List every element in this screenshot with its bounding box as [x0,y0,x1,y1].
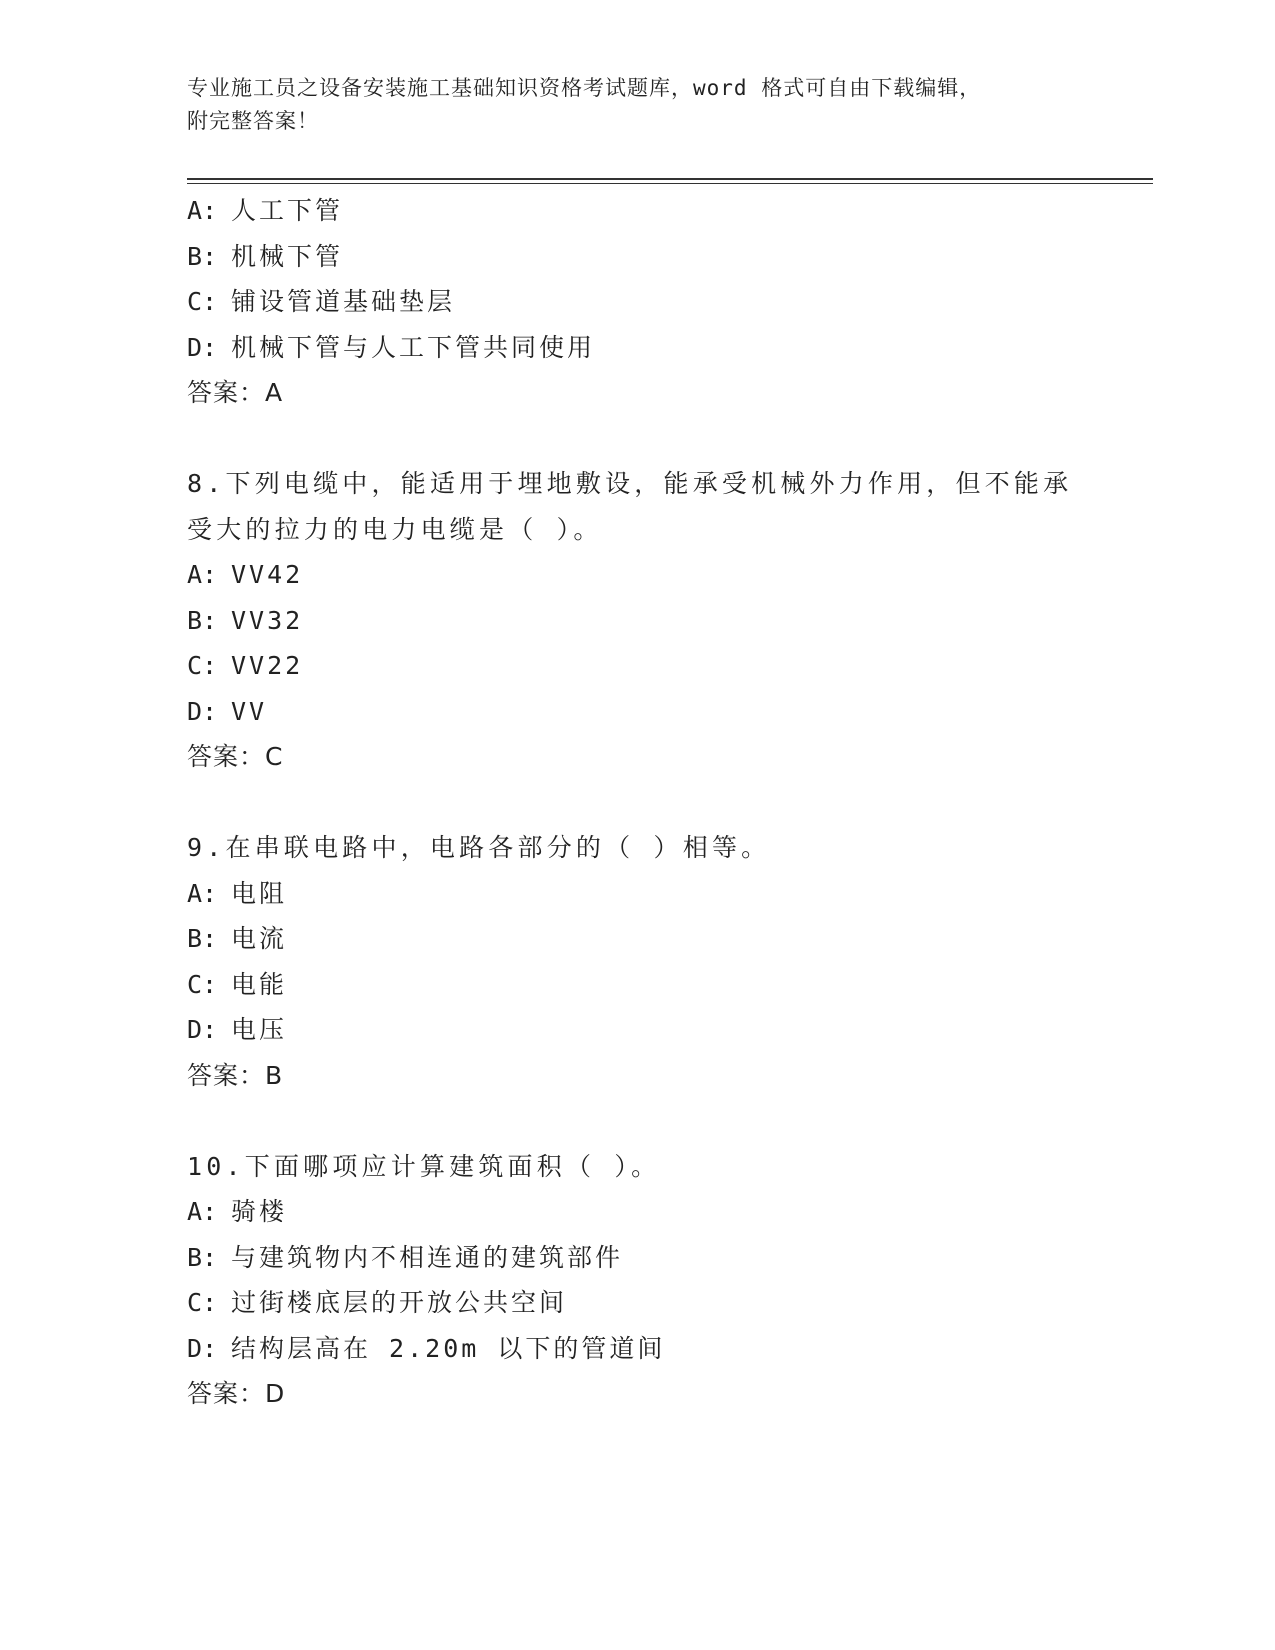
answer-label: 答案：B [187,1060,284,1090]
option-text: 电流 [231,924,288,953]
option-text: 过街楼底层的开放公共空间 [231,1288,568,1317]
header-divider-thin [187,183,1153,184]
question-stem-line: 10.下面哪项应计算建筑面积（ ）。 [187,1151,661,1181]
option-letter: D: [187,332,218,362]
option-text: 机械下管 [231,241,344,271]
option-c [187,1280,1147,1326]
option-text: 电阻 [231,878,288,908]
option-a [187,552,1147,598]
option-text: 电压 [231,1015,288,1044]
option-a [187,871,1147,917]
option-letter: B: [187,605,218,635]
document-header [187,72,1087,138]
option-letter: D: [187,1333,218,1363]
option-letter: C: [187,969,218,999]
option-text: VV22 [231,651,304,680]
option-text: 结构层高在 2.20m 以下的管道间 [231,1333,666,1363]
option-c [187,962,1147,1008]
option-text: VV32 [231,605,304,635]
option-letter: B: [187,1242,218,1272]
option-letter: C: [187,287,218,316]
option-b [187,598,1147,644]
spacer [187,416,1147,462]
answer-label: 答案：A [187,378,284,407]
option-text: 机械下管与人工下管共同使用 [231,332,596,362]
option-letter: B: [187,924,218,953]
option-text: 骑楼 [231,1197,288,1226]
header-divider-thick [187,178,1153,180]
option-text: 与建筑物内不相连通的建筑部件 [231,1242,624,1272]
header-line-2: 附完整答案！ [187,109,319,133]
option-d [187,1326,1147,1372]
option-b [187,916,1147,962]
option-text: 电能 [231,969,288,999]
question-stem-line: 8.下列电缆中，能适用于埋地敷设，能承受机械外力作用，但不能承 [187,469,1073,498]
option-c [187,279,1147,325]
answer-label: 答案：C [187,742,284,771]
option-letter: C: [187,651,218,680]
option-text: 铺设管道基础垫层 [231,287,456,316]
question-stem-line: 受大的拉力的电力电缆是（ ）。 [187,514,603,544]
option-letter: A: [187,560,218,589]
question-9 [187,825,1147,1098]
option-a [187,188,1147,234]
question-7 [187,188,1147,416]
spacer [187,1098,1147,1144]
question-10 [187,1144,1147,1417]
option-letter: A: [187,1197,218,1226]
option-d [187,689,1147,735]
option-c [187,643,1147,689]
option-letter: D: [187,1015,218,1044]
option-b [187,234,1147,280]
option-text: VV [231,696,268,726]
option-letter: B: [187,241,218,271]
option-text: VV42 [231,560,304,589]
option-letter: A: [187,878,218,908]
answer-label: 答案：D [187,1379,286,1408]
option-letter: D: [187,696,218,726]
option-d [187,1007,1147,1053]
question-stem-line: 9.在串联电路中，电路各部分的（ ）相等。 [187,833,771,862]
option-text: 人工下管 [231,196,344,225]
option-b [187,1235,1147,1281]
option-a [187,1189,1147,1235]
question-8 [187,461,1147,780]
option-d [187,325,1147,371]
option-letter: A: [187,196,218,225]
header-line-1: 专业施工员之设备安装施工基础知识资格考试题库，word 格式可自由下载编辑， [187,76,982,100]
option-letter: C: [187,1288,218,1317]
spacer [187,780,1147,826]
question-list [187,188,1147,1417]
